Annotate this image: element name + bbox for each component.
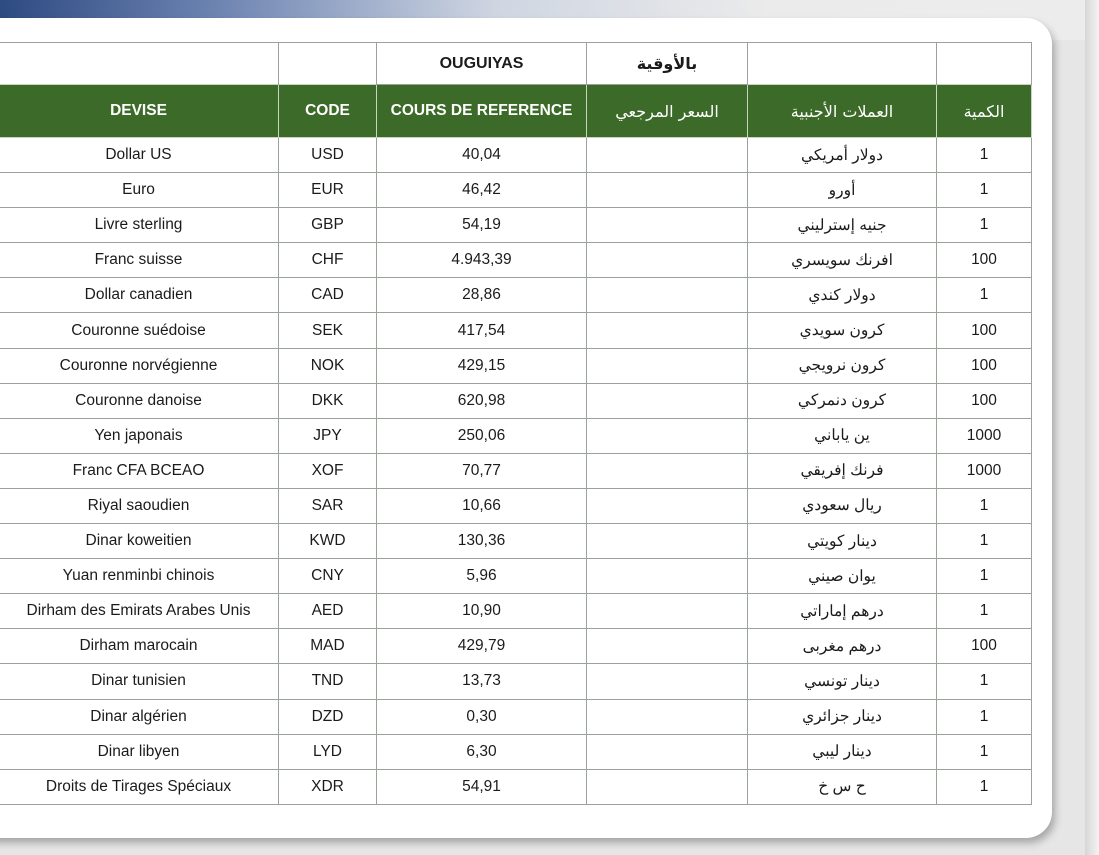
currency-name-ar-cell: دينار كويتي bbox=[748, 524, 937, 559]
reference-rate-cell: 417,54 bbox=[377, 313, 587, 348]
table-super-header bbox=[0, 43, 1032, 85]
table-row bbox=[0, 559, 1032, 594]
empty-cell bbox=[587, 208, 748, 243]
background-right-strip bbox=[1085, 0, 1099, 855]
table-row bbox=[0, 348, 1032, 383]
currency-name-ar-cell: كرون سويدي bbox=[748, 313, 937, 348]
table-row bbox=[0, 629, 1032, 664]
reference-rate-cell: 130,36 bbox=[377, 524, 587, 559]
column-header-cours-ar: السعر المرجعي bbox=[587, 85, 748, 138]
currency-name-cell: Yuan renminbi chinois bbox=[0, 559, 279, 594]
currency-code-cell: XDR bbox=[279, 769, 377, 804]
empty-cell bbox=[587, 418, 748, 453]
quantity-cell: 100 bbox=[937, 313, 1032, 348]
reference-rate-cell: 10,90 bbox=[377, 594, 587, 629]
currency-name-ar-cell: دينار جزائري bbox=[748, 699, 937, 734]
empty-cell bbox=[587, 488, 748, 523]
empty-cell bbox=[587, 348, 748, 383]
quantity-cell: 1 bbox=[937, 664, 1032, 699]
currency-code-cell: DZD bbox=[279, 699, 377, 734]
quantity-cell: 100 bbox=[937, 348, 1032, 383]
currency-code-cell: KWD bbox=[279, 524, 377, 559]
reference-rate-cell: 4.943,39 bbox=[377, 243, 587, 278]
currency-name-ar-cell: دينار تونسي bbox=[748, 664, 937, 699]
empty-cell bbox=[587, 664, 748, 699]
quantity-cell: 1 bbox=[937, 559, 1032, 594]
empty-cell bbox=[587, 453, 748, 488]
empty-cell bbox=[937, 43, 1032, 85]
reference-rate-cell: 54,19 bbox=[377, 208, 587, 243]
column-header-code: CODE bbox=[279, 85, 377, 138]
currency-code-cell: CHF bbox=[279, 243, 377, 278]
table-header bbox=[0, 85, 1032, 138]
currency-name-ar-cell: درهم إماراتي bbox=[748, 594, 937, 629]
table-row bbox=[0, 664, 1032, 699]
empty-cell bbox=[279, 43, 377, 85]
column-header-devises-ar: العملات الأجنبية bbox=[748, 85, 937, 138]
table-row bbox=[0, 699, 1032, 734]
column-header-devise: DEVISE bbox=[0, 85, 279, 138]
table-row bbox=[0, 769, 1032, 804]
empty-cell bbox=[587, 138, 748, 173]
currency-name-ar-cell: كرون دنمركي bbox=[748, 383, 937, 418]
currency-name-cell: Couronne norvégienne bbox=[0, 348, 279, 383]
quantity-cell: 100 bbox=[937, 383, 1032, 418]
reference-rate-cell: 250,06 bbox=[377, 418, 587, 453]
quantity-cell: 1 bbox=[937, 173, 1032, 208]
currency-name-ar-cell: دينار ليبي bbox=[748, 734, 937, 769]
reference-rate-cell: 13,73 bbox=[377, 664, 587, 699]
currency-name-cell: Dinar libyen bbox=[0, 734, 279, 769]
currency-code-cell: DKK bbox=[279, 383, 377, 418]
quantity-cell: 1 bbox=[937, 734, 1032, 769]
ouguiyas-header: OUGUIYAS bbox=[377, 43, 587, 85]
empty-cell bbox=[587, 769, 748, 804]
reference-rate-cell: 40,04 bbox=[377, 138, 587, 173]
empty-cell bbox=[587, 699, 748, 734]
reference-rate-cell: 70,77 bbox=[377, 453, 587, 488]
currency-name-ar-cell: ين ياباني bbox=[748, 418, 937, 453]
reference-rate-cell: 429,15 bbox=[377, 348, 587, 383]
currency-name-cell: Euro bbox=[0, 173, 279, 208]
currency-name-cell: Couronne suédoise bbox=[0, 313, 279, 348]
currency-code-cell: LYD bbox=[279, 734, 377, 769]
quantity-cell: 1 bbox=[937, 138, 1032, 173]
quantity-cell: 1 bbox=[937, 699, 1032, 734]
reference-rate-cell: 46,42 bbox=[377, 173, 587, 208]
currency-code-cell: GBP bbox=[279, 208, 377, 243]
currency-code-cell: USD bbox=[279, 138, 377, 173]
currency-name-cell: Dirham marocain bbox=[0, 629, 279, 664]
currency-name-ar-cell: جنيه إسترليني bbox=[748, 208, 937, 243]
table-row bbox=[0, 383, 1032, 418]
exchange-rates-table bbox=[0, 42, 1032, 805]
currency-code-cell: SEK bbox=[279, 313, 377, 348]
quantity-cell: 1 bbox=[937, 594, 1032, 629]
currency-name-ar-cell: درهم مغربى bbox=[748, 629, 937, 664]
table-row bbox=[0, 208, 1032, 243]
currency-name-cell: Livre sterling bbox=[0, 208, 279, 243]
currency-name-cell: Droits de Tirages Spéciaux bbox=[0, 769, 279, 804]
quantity-cell: 100 bbox=[937, 629, 1032, 664]
currency-name-cell: Dollar canadien bbox=[0, 278, 279, 313]
empty-cell bbox=[587, 243, 748, 278]
currency-code-cell: NOK bbox=[279, 348, 377, 383]
currency-name-cell: Couronne danoise bbox=[0, 383, 279, 418]
column-header-quantite-ar: الكمية bbox=[937, 85, 1032, 138]
reference-rate-cell: 5,96 bbox=[377, 559, 587, 594]
currency-name-ar-cell: افرنك سويسري bbox=[748, 243, 937, 278]
table-row bbox=[0, 524, 1032, 559]
currency-name-cell: Dollar US bbox=[0, 138, 279, 173]
empty-cell bbox=[587, 383, 748, 418]
currency-name-cell: Dinar algérien bbox=[0, 699, 279, 734]
table-body bbox=[0, 138, 1032, 805]
reference-rate-cell: 28,86 bbox=[377, 278, 587, 313]
empty-cell bbox=[748, 43, 937, 85]
reference-rate-cell: 620,98 bbox=[377, 383, 587, 418]
currency-name-ar-cell: ح س خ bbox=[748, 769, 937, 804]
table-row bbox=[0, 488, 1032, 523]
currency-name-cell: Yen japonais bbox=[0, 418, 279, 453]
quantity-cell: 1 bbox=[937, 278, 1032, 313]
table-row bbox=[0, 313, 1032, 348]
table-row bbox=[0, 243, 1032, 278]
table-row bbox=[0, 734, 1032, 769]
currency-code-cell: JPY bbox=[279, 418, 377, 453]
currency-code-cell: XOF bbox=[279, 453, 377, 488]
table-row bbox=[0, 418, 1032, 453]
currency-name-cell: Dinar tunisien bbox=[0, 664, 279, 699]
quantity-cell: 1 bbox=[937, 524, 1032, 559]
empty-cell bbox=[587, 734, 748, 769]
currency-code-cell: CAD bbox=[279, 278, 377, 313]
empty-cell bbox=[587, 313, 748, 348]
table-row bbox=[0, 173, 1032, 208]
quantity-cell: 100 bbox=[937, 243, 1032, 278]
empty-cell bbox=[587, 173, 748, 208]
table-row bbox=[0, 453, 1032, 488]
currency-code-cell: EUR bbox=[279, 173, 377, 208]
currency-code-cell: CNY bbox=[279, 559, 377, 594]
currency-code-cell: SAR bbox=[279, 488, 377, 523]
currency-name-cell: Dirham des Emirats Arabes Unis bbox=[0, 594, 279, 629]
currency-name-ar-cell: كرون نرويجي bbox=[748, 348, 937, 383]
currency-code-cell: TND bbox=[279, 664, 377, 699]
empty-cell bbox=[587, 278, 748, 313]
currency-code-cell: AED bbox=[279, 594, 377, 629]
currency-name-cell: Dinar koweitien bbox=[0, 524, 279, 559]
empty-cell bbox=[0, 43, 279, 85]
currency-name-cell: Franc suisse bbox=[0, 243, 279, 278]
quantity-cell: 1000 bbox=[937, 453, 1032, 488]
reference-rate-cell: 429,79 bbox=[377, 629, 587, 664]
column-header-cours: COURS DE REFERENCE bbox=[377, 85, 587, 138]
currency-name-ar-cell: فرنك إفريقي bbox=[748, 453, 937, 488]
empty-cell bbox=[587, 524, 748, 559]
currency-name-cell: Riyal saoudien bbox=[0, 488, 279, 523]
reference-rate-cell: 54,91 bbox=[377, 769, 587, 804]
currency-name-ar-cell: يوان صيني bbox=[748, 559, 937, 594]
quantity-cell: 1000 bbox=[937, 418, 1032, 453]
reference-rate-cell: 10,66 bbox=[377, 488, 587, 523]
reference-rate-cell: 0,30 bbox=[377, 699, 587, 734]
empty-cell bbox=[587, 594, 748, 629]
quantity-cell: 1 bbox=[937, 208, 1032, 243]
ouguiyas-header-ar: بالأوقية bbox=[587, 43, 748, 85]
table-row bbox=[0, 594, 1032, 629]
currency-code-cell: MAD bbox=[279, 629, 377, 664]
empty-cell bbox=[587, 559, 748, 594]
currency-name-cell: Franc CFA BCEAO bbox=[0, 453, 279, 488]
quantity-cell: 1 bbox=[937, 488, 1032, 523]
empty-cell bbox=[587, 629, 748, 664]
currency-name-ar-cell: أورو bbox=[748, 173, 937, 208]
reference-rate-cell: 6,30 bbox=[377, 734, 587, 769]
currency-name-ar-cell: ريال سعودي bbox=[748, 488, 937, 523]
quantity-cell: 1 bbox=[937, 769, 1032, 804]
table-row bbox=[0, 278, 1032, 313]
currency-name-ar-cell: دولار أمريكي bbox=[748, 138, 937, 173]
table-row bbox=[0, 138, 1032, 173]
currency-name-ar-cell: دولار كندي bbox=[748, 278, 937, 313]
